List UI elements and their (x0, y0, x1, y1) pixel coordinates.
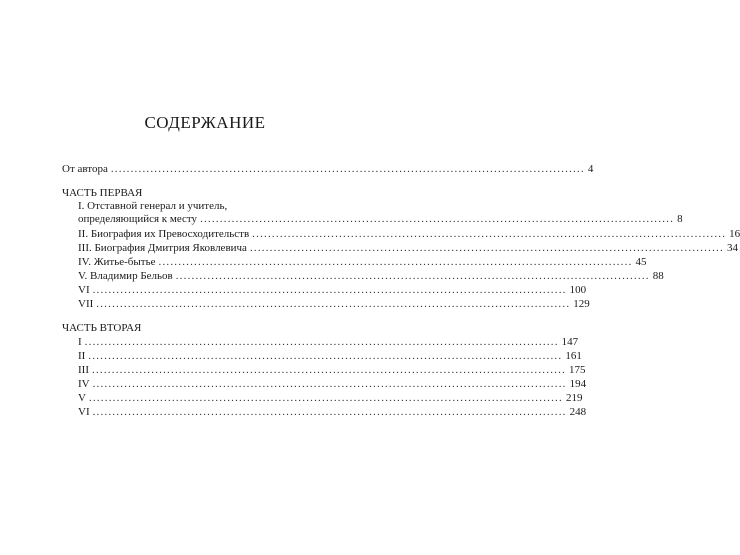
leader-dots: ........................................................................................................................ (88, 392, 563, 404)
toc-entry-page: 4 (587, 163, 594, 175)
toc-entry (78, 213, 683, 226)
toc-entry (78, 298, 590, 311)
toc-entry-label: определяющийся к месту (78, 213, 198, 225)
leader-dots: ........................................................................................................................ (92, 364, 566, 376)
toc-entry-page: 147 (561, 336, 579, 348)
toc-entry-page: 16 (729, 228, 740, 240)
leader-dots: ........................................................................................................................ (158, 256, 633, 268)
toc-entry (78, 284, 587, 297)
toc-entry-page: 100 (569, 284, 587, 296)
toc-entry-page: 175 (569, 364, 586, 376)
leader-dots: ........................................................................................................................ (92, 378, 567, 390)
toc-entry (78, 256, 647, 269)
toc-entry (78, 228, 740, 241)
leader-dots: ........................................................................................................................ (252, 228, 727, 240)
toc-entry-label: III. Биография Дмитрия Яковлевича (78, 242, 247, 254)
toc-entry-intro (62, 163, 594, 176)
toc-entry (78, 350, 582, 363)
toc-entry-page: 161 (565, 350, 582, 362)
toc-entry-page: 88 (652, 270, 664, 282)
leader-dots: ........................................................................................................................ (84, 336, 559, 348)
toc-entry-page: 8 (677, 213, 683, 225)
toc-entry-page: 129 (573, 298, 590, 310)
section-heading-part1: ЧАСТЬ ПЕРВАЯ (62, 187, 143, 199)
toc-entry (78, 392, 583, 405)
section-heading-part2: ЧАСТЬ ВТОРАЯ (62, 322, 142, 334)
toc-entry-label: VI (78, 406, 90, 418)
toc-entry-label: IV (78, 378, 90, 390)
leader-dots: ........................................................................................................................ (88, 350, 563, 362)
toc-entry-label: III (78, 364, 89, 376)
toc-entry-page: 45 (635, 256, 647, 268)
toc-entry-page: 248 (569, 406, 587, 418)
toc-entry-page: 194 (569, 378, 587, 390)
toc-entry (78, 270, 664, 283)
toc-entry-label: II (78, 350, 86, 362)
leader-dots: ........................................................................................................................ (92, 406, 567, 418)
toc-entry-label: I (78, 336, 82, 348)
toc-entry (78, 336, 579, 349)
toc-entry-label: II. Биография их Превосходительств (78, 228, 250, 240)
leader-dots: ........................................................................................................................ (249, 242, 724, 254)
toc-entry-label-line1: I. Отставной генерал и учитель, (78, 200, 228, 212)
toc-entry-label: VII (78, 298, 94, 310)
toc-entry-label: V. Владимир Бельов (78, 270, 173, 282)
toc-entry-label: IV. Житье-бытье (78, 256, 156, 268)
toc-entry (78, 406, 587, 419)
leader-dots: ........................................................................................................................ (175, 270, 650, 282)
toc-entry-label: V (78, 392, 86, 404)
toc-entry-page: 219 (565, 392, 583, 404)
toc-entry (78, 364, 586, 377)
toc-entry-label: От автора (62, 163, 108, 175)
leader-dots: ........................................................................................................................ (200, 213, 675, 225)
toc-entry (78, 378, 587, 391)
toc-entry-page: 34 (726, 242, 738, 254)
leader-dots: ........................................................................................................................ (96, 298, 571, 310)
toc-entry (78, 242, 738, 255)
leader-dots: ........................................................................................................................ (92, 284, 567, 296)
toc-entry-label: VI (78, 284, 90, 296)
page-title: СОДЕРЖАНИЕ (144, 113, 266, 132)
leader-dots: ........................................................................................................................ (110, 163, 585, 175)
